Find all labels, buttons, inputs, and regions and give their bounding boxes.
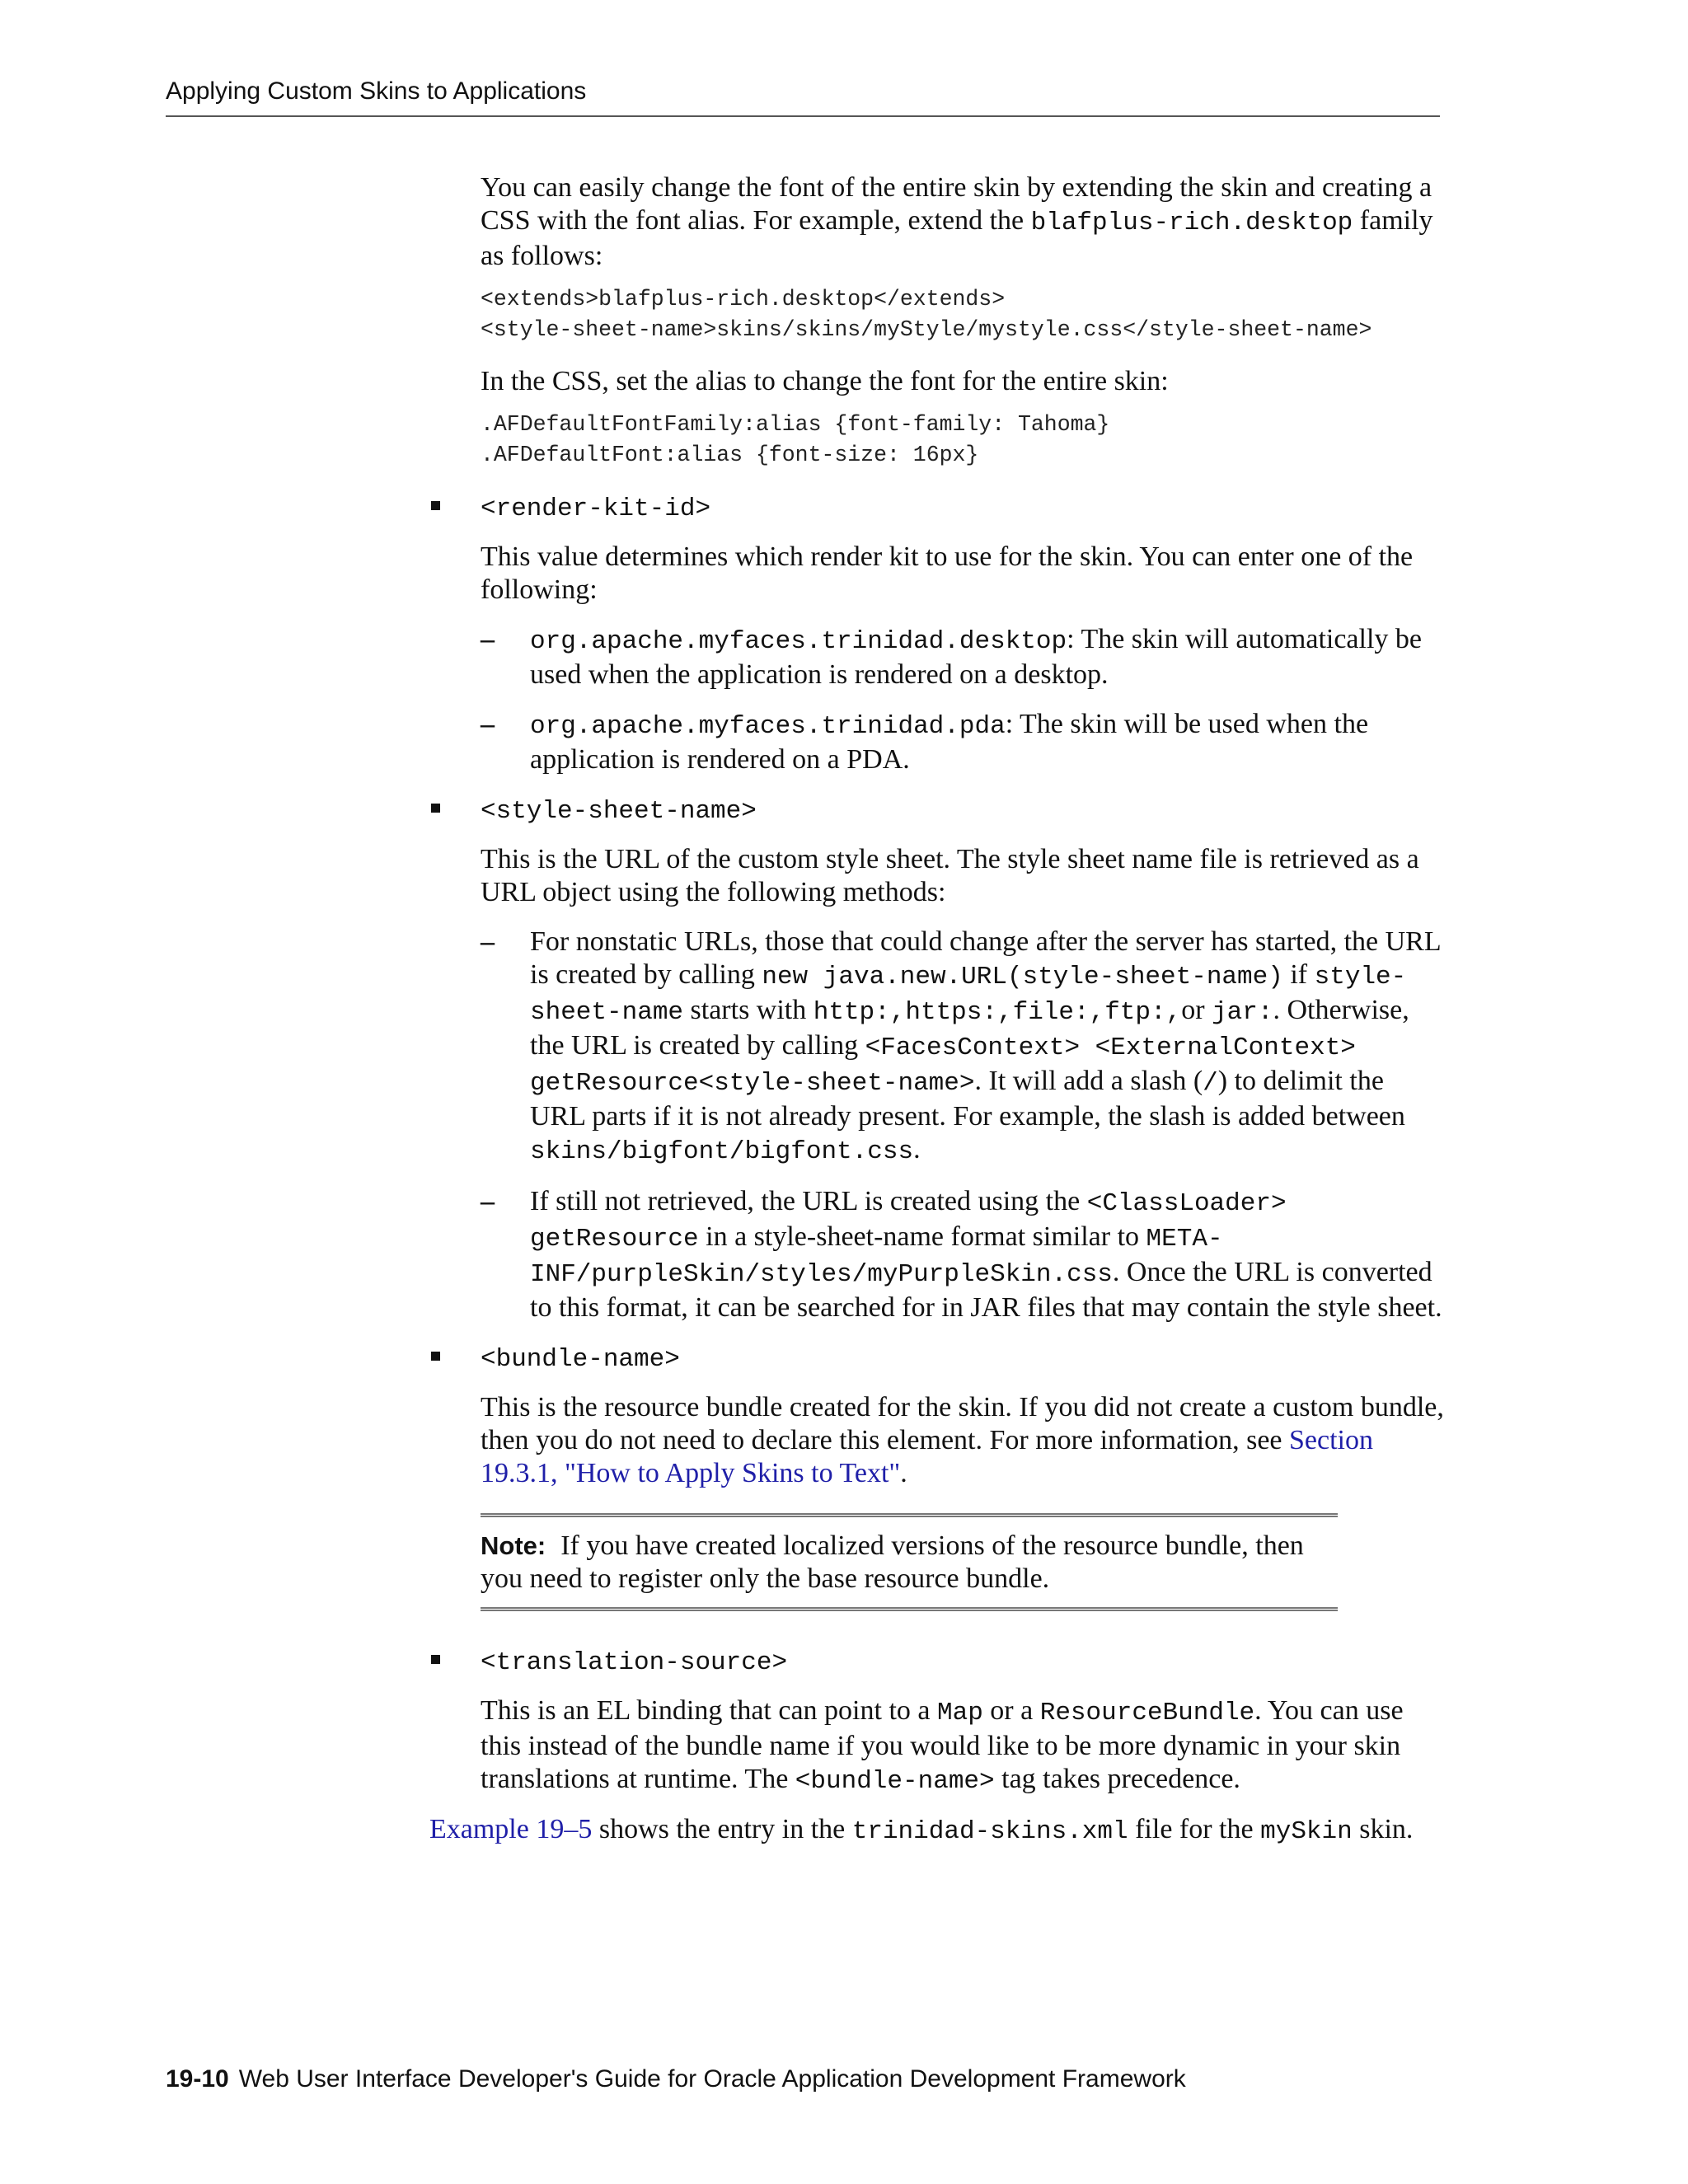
note-text: If you have created localized versions of the resource bundle, then you need to register only the base resource bundle. (481, 1530, 1304, 1594)
render-kit-option-pda: – org.apache.myfaces.trinidad.pda: The skin will be used when the application is rendered on a PDA. (481, 709, 1369, 775)
bullet-style-sheet-name (481, 793, 1445, 828)
element-name: <translation-source> (481, 1648, 788, 1677)
page-number: 19-10 (166, 2065, 229, 2093)
page-body (429, 171, 1445, 1849)
bullet-square-icon (431, 501, 440, 510)
bullet-render-kit-id (481, 490, 1445, 526)
element-name: <style-sheet-name> (481, 797, 757, 826)
code-block-extends: <extends>blafplus-rich.desktop</extends> <style-sheet-name>skins/skins/myStyle/mystyle.css</style-sheet-name> (481, 287, 1372, 342)
dash-icon: – (481, 1186, 495, 1216)
example-link[interactable]: Example 19–5 (429, 1814, 593, 1844)
dash-icon: – (481, 709, 495, 739)
bullet-bundle-name (481, 1341, 1445, 1376)
dash-icon: – (481, 624, 495, 654)
book-title: Web User Interface Developer's Guide for Oracle Application Development Framework (238, 2065, 1186, 2093)
closing-paragraph: Example 19–5 shows the entry in the trinidad-skins.xml file for the mySkin skin. (429, 1814, 1414, 1846)
header-rule (166, 115, 1440, 117)
intro-paragraph: You can easily change the font of the entire skin by extending the skin and creating a CSS with the font alias. For example, extend the blafplus-rich.desktop family as follows: (481, 172, 1433, 271)
bundle-description: This is the resource bundle created for the skin. If you did not create a custom bundle, then you do not need to declare this element. For more information, see Section 19.3.1, "How to Apply Skins to Text". (481, 1392, 1444, 1488)
element-name: <render-kit-id> (481, 494, 711, 523)
dash-icon: – (481, 926, 495, 957)
bullet-square-icon (431, 1655, 440, 1664)
section-link[interactable]: Section 19.3.1, "How to Apply Skins to Text" (481, 1425, 1373, 1488)
note-label: Note: (481, 1531, 546, 1560)
translation-description: This is an EL binding that can point to a Map or a ResourceBundle. You can use this instead of the bundle name if you would like to be more dynamic in your skin translations at runtime. The <bundle-name> tag takes precedence. (481, 1695, 1404, 1796)
style-sheet-method-classloader: – If still not retrieved, the URL is created using the <ClassLoader> getResource in a style-sheet-name format similar to META-INF/purpleSkin/styles/myPurpleSkin.css. Once the URL is converted to this format, it can be searched for in JAR files that may contain the style sheet. (481, 1186, 1442, 1323)
render-kit-option-desktop: – org.apache.myfaces.trinidad.desktop: The skin will automatically be used when the application is rendered on a desktop. (481, 624, 1423, 690)
bullet-square-icon (431, 1352, 440, 1361)
note-box (481, 1513, 1338, 1611)
code-block-css-alias: .AFDefaultFontFamily:alias {font-family: Tahoma} .AFDefaultFont:alias {font-size: 16px} (481, 412, 1110, 467)
css-alias-paragraph: In the CSS, set the alias to change the font for the entire skin: (481, 366, 1169, 396)
render-kit-description: This value determines which render kit to use for the skin. You can enter one of the following: (481, 541, 1414, 605)
style-sheet-description: This is the URL of the custom style sheet. The style sheet name file is retrieved as a URL object using the following methods: (481, 844, 1419, 907)
bullet-square-icon (431, 804, 440, 813)
style-sheet-method-nonstatic: – For nonstatic URLs, those that could change after the server has started, the URL is created by calling new java.new.URL(style-sheet-name) if style-sheet-name starts with http:,https:,file:,ftp:,or jar:. Otherwise, the URL is created by calling <FacesContext> <ExternalContext> getResource<style-sheet-name>. It will add a slash (/) to delimit the URL parts if it is not already present. For example, the slash is added between skins/bigfont/bigfont.css. (481, 926, 1441, 1166)
bullet-translation-source (481, 1644, 1445, 1680)
page-footer (166, 2064, 1186, 2095)
running-header: Applying Custom Skins to Applications (166, 77, 587, 105)
element-name: <bundle-name> (481, 1345, 680, 1374)
